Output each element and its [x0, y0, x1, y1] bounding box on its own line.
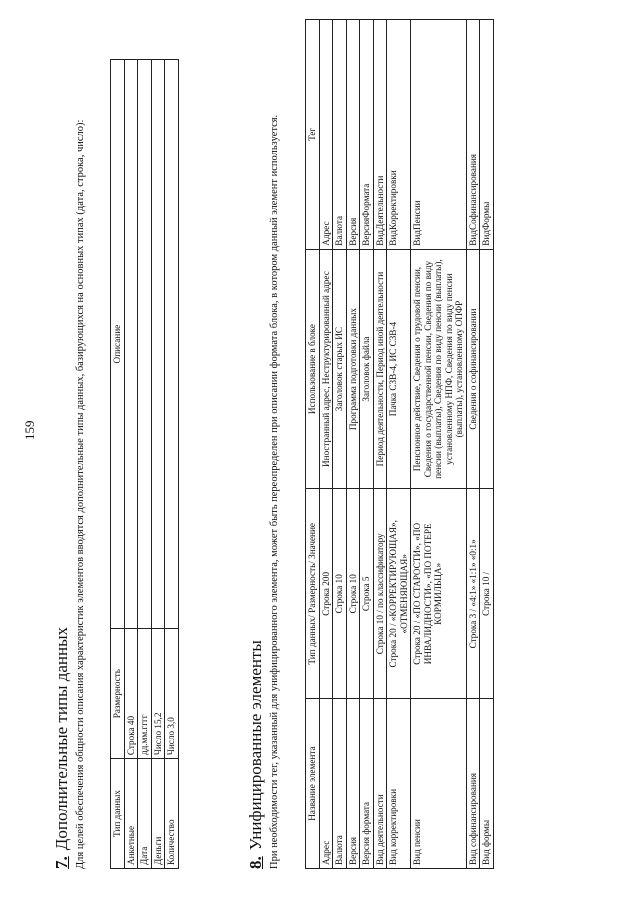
- type-cell: Строка 20 / «КОРРЕКТИРУЮЩАЯ», «ОТМЕНЯЮЩАЯ»: [387, 489, 411, 699]
- dimension-cell: Число 15,2: [151, 629, 165, 759]
- tag-cell: Адрес: [319, 20, 333, 250]
- usage-cell: Пачка СЗВ-4, ИС СЗВ-4: [387, 249, 411, 489]
- usage-cell: Сведения о софинансировании: [466, 249, 480, 489]
- header-cell: Размерность: [111, 629, 125, 759]
- tag-cell: ВерсияФормата: [360, 20, 374, 250]
- description-cell: [151, 60, 165, 629]
- table-row: [360, 20, 374, 869]
- table-row: [151, 60, 165, 869]
- usage-cell: Пенсионное действие, Сведения о трудовой пенсии, Сведения о государственной пенсии, Сведения по виду пенсии (выплаты), Сведения по виду пенсии (выплаты), установленному НПФ, Сведения по виду пенсии (выплаты), установленному ОПФР: [411, 249, 467, 489]
- type-name-cell: Анкетные: [124, 759, 138, 869]
- section7-intro: Для целей обеспечения общности описания характеристик элементов вводятся дополнительные типы данных, базирующихся на основных типах (дата, строка, число):: [75, 119, 86, 869]
- table-row: [333, 20, 347, 869]
- section8-title: Унифицированные элементы: [246, 640, 265, 851]
- type-cell: Строка 3 / «4:1» «1:1» «0:1»: [466, 489, 480, 699]
- table-row: [480, 20, 494, 869]
- dimension-cell: дд.мм.гггг: [138, 629, 152, 759]
- section7-heading: [52, 627, 72, 869]
- element-name-cell: Версия: [346, 699, 360, 869]
- element-name-cell: Версия формата: [360, 699, 374, 869]
- table-row: [124, 60, 138, 869]
- usage-cell: Период деятельности, Период иной деятельности: [373, 249, 387, 489]
- element-name-cell: Вид корректировки: [387, 699, 411, 869]
- description-cell: [124, 60, 138, 629]
- type-name-cell: Деньги: [151, 759, 165, 869]
- usage-cell: [480, 249, 494, 489]
- unified-elements-table: [305, 19, 494, 869]
- tag-cell: ВидФормы: [480, 20, 494, 250]
- section8-number: 8.: [246, 856, 265, 869]
- section8-intro: При необходимости тег, указанный для унифицированного элемента, может быть переопределен при описании формата блока, в котором данный элемент используется.: [269, 114, 280, 869]
- element-name-cell: Вид пенсии: [411, 699, 467, 869]
- type-name-cell: Количество: [165, 759, 179, 869]
- table-row: [387, 20, 411, 869]
- section7-number: 7.: [52, 856, 71, 869]
- tag-cell: Валюта: [333, 20, 347, 250]
- header-cell: Использование в блоке: [306, 249, 320, 489]
- element-name-cell: Вид формы: [480, 699, 494, 869]
- table-row: [411, 20, 467, 869]
- tag-cell: ВидПенсии: [411, 20, 467, 250]
- table-row: [138, 60, 152, 869]
- usage-cell: Иностранный адрес, Неструктурированный адрес: [319, 249, 333, 489]
- header-cell: Описание: [111, 60, 125, 629]
- type-cell: Строка 10 /: [480, 489, 494, 699]
- tag-cell: ВидДеятельности: [373, 20, 387, 250]
- data-types-table: [110, 59, 179, 869]
- header-cell: Название элемента: [306, 699, 320, 869]
- tag-cell: Версия: [346, 20, 360, 250]
- description-cell: [138, 60, 152, 629]
- usage-cell: Заголовок старых ИС: [333, 249, 347, 489]
- usage-cell: Заголовок файла: [360, 249, 374, 489]
- header-cell: Тег: [306, 20, 320, 250]
- header-cell: Тип данных: [111, 759, 125, 869]
- header-cell: Тип данных/ Размерность/ Значение: [306, 489, 320, 699]
- type-cell: Строка 200: [319, 489, 333, 699]
- table-row: [165, 60, 179, 869]
- element-name-cell: Валюта: [333, 699, 347, 869]
- section7-title: Дополнительные типы данных: [52, 626, 71, 851]
- type-cell: Строка 10: [333, 489, 347, 699]
- dimension-cell: Число 3,0: [165, 629, 179, 759]
- table-row: [466, 20, 480, 869]
- table-row: [319, 20, 333, 869]
- unified-header-row: [306, 20, 320, 869]
- table-row: [373, 20, 387, 869]
- data-types-header-row: [111, 60, 125, 869]
- element-name-cell: Адрес: [319, 699, 333, 869]
- description-cell: [165, 60, 179, 629]
- section8-heading: [246, 640, 266, 869]
- usage-cell: Программа подготовки данных: [346, 249, 360, 489]
- element-name-cell: Вид софинансирования: [466, 699, 480, 869]
- type-name-cell: Дата: [138, 759, 152, 869]
- table-row: [346, 20, 360, 869]
- dimension-cell: Строка 40: [124, 629, 138, 759]
- type-cell: Строка 10 / по классификатору: [373, 489, 387, 699]
- tag-cell: ВидКорректировки: [387, 20, 411, 250]
- type-cell: Строка 5: [360, 489, 374, 699]
- type-cell: Строка 20 / «ПО СТАРОСТИ», «ПО ИНВАЛИДНОСТИ», «ПО ПОТЕРЕ КОРМИЛЬЦА»: [411, 489, 467, 699]
- tag-cell: ВидСофинансирования: [466, 20, 480, 250]
- type-cell: Строка 10: [346, 489, 360, 699]
- page-number: 159: [22, 420, 37, 440]
- element-name-cell: Вид деятельности: [373, 699, 387, 869]
